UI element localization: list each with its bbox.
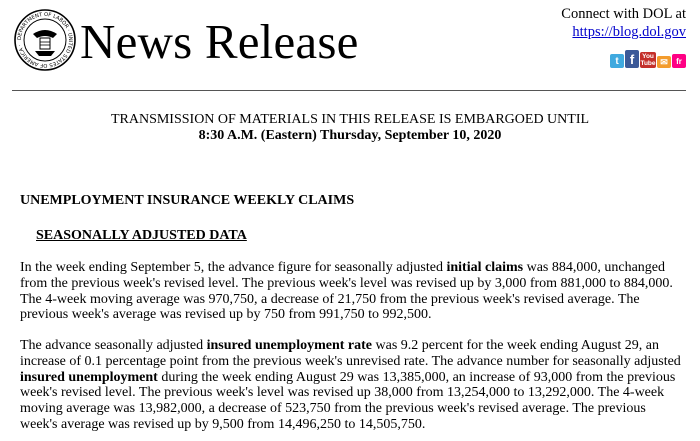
p1-text-pre: In the week ending September 5, the advance figure for seasonally adjusted: [20, 260, 447, 275]
p1-text-post: was 884,000, unchanged from the previous week's revised level. The previous week's level was revised up by 3,000 from 881,000 to 884,000. The 4-week moving average was 970,750, a decrease of 21,750 from the previous week's revised average. The previous week's average was revised up by 750 from 991,750 to 992,500.: [20, 260, 673, 323]
embargo-line-1: TRANSMISSION OF MATERIALS IN THIS RELEASE IS EMBARGOED UNTIL: [110, 112, 590, 127]
paragraph-insured-unemployment: [20, 338, 682, 433]
embargo-line-2: 8:30 A.M. (Eastern) Thursday, September 10, 2020: [198, 128, 502, 143]
email-icon[interactable]: ✉: [657, 56, 671, 68]
header-divider: [12, 90, 686, 91]
subsection-title: SEASONALLY ADJUSTED DATA: [36, 228, 247, 243]
blog-link[interactable]: https://blog.dol.gov: [572, 24, 686, 40]
masthead-title: News Release: [80, 14, 359, 69]
p2-text-post: during the week ending August 29 was 13,385,000, an increase of 93,000 from the previous week's revised level. The previous week's level was revised up 38,000 from 13,254,000 to 13,292,000. The 4-week moving average was 13,982,000, a decrease of 523,750 from the previous week's revised average. The previous week's average was revised up by 9,500 from 14,496,250 to 14,505,750.: [20, 369, 676, 432]
embargo-notice: [0, 112, 700, 144]
department-seal-logo: [13, 8, 77, 72]
facebook-icon[interactable]: f: [625, 50, 639, 68]
connect-label: Connect with DOL at: [561, 6, 686, 22]
flickr-icon[interactable]: fr: [672, 54, 686, 68]
connect-block: [561, 6, 686, 41]
svg-text:DEPARTMENT OF LABOR · UNITED S: DEPARTMENT OF LABOR · UNITED STATES OF AMERICA ·: [16, 11, 74, 69]
p2-bold-insured-unemployment: insured unemployment: [20, 369, 158, 385]
p2-bold-rate: insured unemployment rate: [206, 338, 373, 353]
youtube-icon[interactable]: You Tube: [640, 53, 656, 67]
twitter-icon[interactable]: t: [610, 54, 624, 68]
paragraph-initial-claims: [20, 260, 682, 323]
p2-text-mid: was 9.2 percent for the week ending August 29, an increase of 0.1 percentage point from the previous week's unrevised rate. The advance number for seasonally adjusted: [20, 338, 681, 369]
p2-text-pre: The advance seasonally adjusted: [20, 338, 207, 353]
p1-bold-initial-claims: initial claims: [446, 260, 524, 275]
section-title: UNEMPLOYMENT INSURANCE WEEKLY CLAIMS: [20, 193, 355, 208]
social-icons: [610, 50, 686, 68]
